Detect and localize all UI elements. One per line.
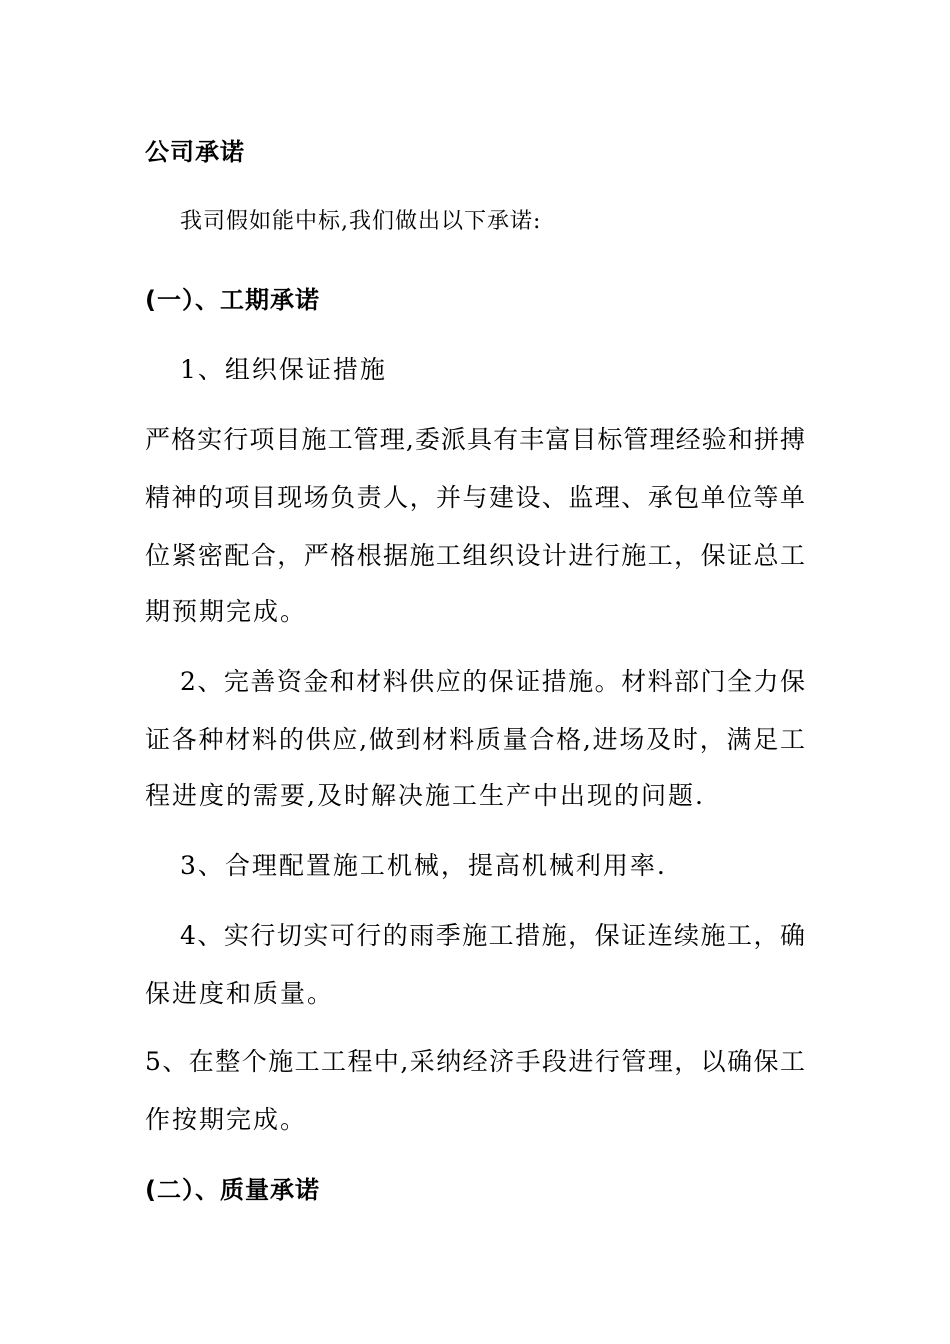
item2-line: 程进度的需要,及时解决施工生产中出现的问题. — [145, 781, 705, 810]
document-title: 公司承诺 — [145, 138, 245, 166]
item2-line: 2、完善资金和材料供应的保证措施。材料部门全力保 — [180, 667, 805, 696]
item4-line: 保进度和质量。 — [145, 979, 335, 1008]
item1-body-line: 精神的项目现场负责人，并与建设、监理、承包单位等单 — [145, 483, 805, 512]
section2-heading: (二）、质量承诺 — [145, 1176, 320, 1204]
item2-line: 证各种材料的供应,做到材料质量合格,进场及时，满足工 — [145, 725, 805, 754]
item1-body-line: 严格实行项目施工管理,委派具有丰富目标管理经验和拼搏 — [145, 425, 805, 454]
section1-heading: (一）、工期承诺 — [145, 286, 320, 314]
item3-line: 3、合理配置施工机械，提高机械利用率. — [180, 851, 667, 880]
item1-body-line: 期预期完成。 — [145, 597, 308, 626]
item5-line: 5、在整个施工工程中,采纳经济手段进行管理，以确保工 — [145, 1047, 805, 1076]
item1-title: 1、组织保证措施 — [180, 355, 387, 384]
item5-line: 作按期完成。 — [145, 1105, 308, 1134]
item1-body-line: 位紧密配合，严格根据施工组织设计进行施工，保证总工 — [145, 541, 805, 570]
item4-line: 4、实行切实可行的雨季施工措施，保证连续施工，确 — [180, 921, 805, 950]
intro-text: 我司假如能中标,我们做出以下承诺: — [180, 209, 542, 234]
